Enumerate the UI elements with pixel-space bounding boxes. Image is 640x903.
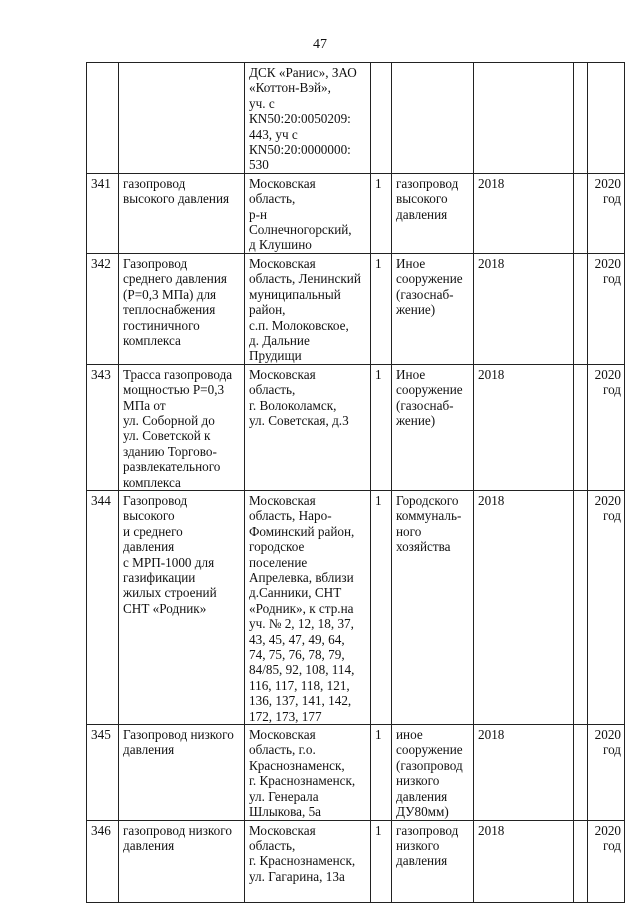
row-number: 344 [87,490,119,724]
object-type: Иное сооружение (газоснаб- жение) [392,364,474,490]
object-quantity: 1 [371,253,392,364]
end-year: 2020 год [588,820,625,902]
registry-table [86,62,625,903]
object-quantity: 1 [371,725,392,820]
start-year: 2018 [474,253,574,364]
end-year: 2020 год [588,173,625,253]
object-quantity: 1 [371,364,392,490]
end-year: 2020 год [588,364,625,490]
object-type: Иное сооружение (газоснаб- жение) [392,253,474,364]
end-year [588,63,625,174]
table-row [87,490,625,724]
page-number: 47 [313,37,327,52]
table-row [87,364,625,490]
end-year: 2020 год [588,490,625,724]
object-name [119,63,245,174]
object-type [392,63,474,174]
object-quantity: 1 [371,173,392,253]
object-address: Московская область, г. Краснознаменск, ул. Гагарина, 13а [245,820,371,902]
object-address: ДСК «Ранис», ЗАО «Коттон-Вэй», уч. с КN50:20:0050209: 443, уч с КN50:20:0000000: 530 [245,63,371,174]
table-row [87,173,625,253]
start-year: 2018 [474,490,574,724]
object-quantity [371,63,392,174]
object-type: газопровод низкого давления [392,820,474,902]
empty-cell [574,253,588,364]
object-name: Газопровод среднего давления (Р=0,3 МПа) для теплоснабжения гостиничного комплекса [119,253,245,364]
row-number [87,63,119,174]
row-number: 341 [87,173,119,253]
start-year: 2018 [474,364,574,490]
empty-cell [574,63,588,174]
object-address: Московская область, г.о. Краснознаменск, г. Краснознаменск, ул. Генерала Шлыкова, 5а [245,725,371,820]
row-number: 345 [87,725,119,820]
start-year: 2018 [474,820,574,902]
end-year: 2020 год [588,253,625,364]
row-number: 346 [87,820,119,902]
empty-cell [574,364,588,490]
object-name: газопровод высокого давления [119,173,245,253]
object-type: газопровод высокого давления [392,173,474,253]
object-address: Московская область, р-н Солнечногорский, д Клушино [245,173,371,253]
row-number: 342 [87,253,119,364]
start-year: 2018 [474,173,574,253]
empty-cell [574,490,588,724]
object-type: Городского коммуналь- ного хозяйства [392,490,474,724]
object-address: Московская область, Наро- Фоминский район, городское поселение Апрелевка, вблизи д.Санники, СНТ «Родник», к стр.на уч. № 2, 12, 18, 37, 43, 45, 47, 49, 64, 74, 75, 76, 78, 79, 84/85, 92, 108, 114, 116, 117, 118, 121, 136, 137, 141, 142, 172, 173, 177 [245,490,371,724]
object-name: Газопровод низкого давления [119,725,245,820]
object-name: Газопровод высокого и среднего давления с МРП-1000 для газификации жилых строений СНТ «Родник» [119,490,245,724]
object-name: Трасса газопровода мощностью Р=0,3 МПа от ул. Соборной до ул. Советской к зданию Торгово- развлекательного комплекса [119,364,245,490]
empty-cell [574,173,588,253]
end-year: 2020 год [588,725,625,820]
table-row [87,725,625,820]
start-year [474,63,574,174]
empty-cell [574,820,588,902]
start-year: 2018 [474,725,574,820]
row-number: 343 [87,364,119,490]
object-address: Московская область, г. Волоколамск, ул. Советская, д.3 [245,364,371,490]
table-row [87,63,625,174]
empty-cell [574,725,588,820]
object-name: газопровод низкого давления [119,820,245,902]
object-quantity: 1 [371,490,392,724]
table-row [87,820,625,902]
object-address: Московская область, Ленинский муниципальный район, с.п. Молоковское, д. Дальние Прудищи [245,253,371,364]
object-quantity: 1 [371,820,392,902]
table-row [87,253,625,364]
object-type: иное сооружение (газопровод низкого давления ДУ80мм) [392,725,474,820]
